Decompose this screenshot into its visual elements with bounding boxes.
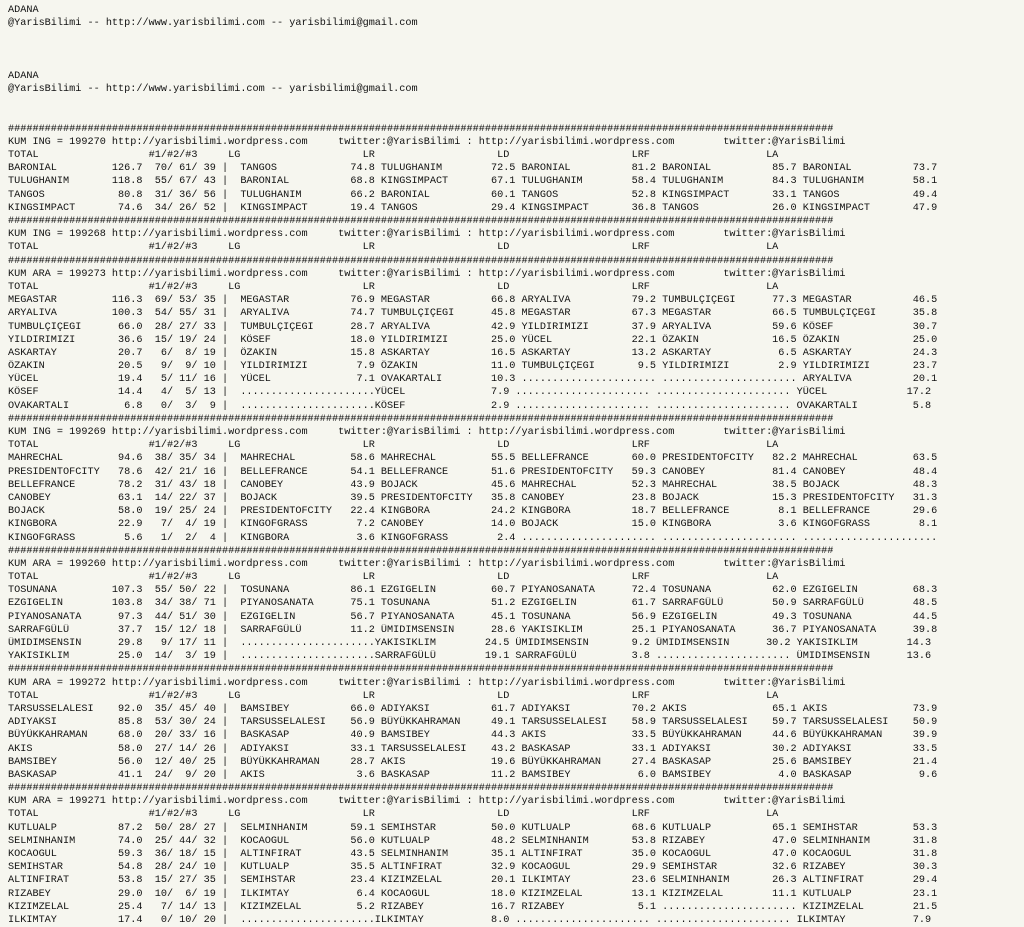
blank-line (8, 110, 1022, 123)
column-header-line: TOTAL #1/#2/#3 LG LR LD LRF LA (8, 572, 779, 584)
table-row: YÜCEL 19.4 5/ 11/ 16 | YÜCEL 7.1 OVAKARTALI 10.3 ...................... ...................... ARYALIVA 20.1 (8, 374, 938, 386)
race-header-line: KUM ING = 199268 http://yarisbilimi.wordpress.com twitter:@YarisBilimi : http://yarisbilimi.wordpress.com twitter:@YarisBilimi (8, 229, 846, 241)
table-row: ÜMIDIMSENSIN 29.8 9/ 17/ 11 | ......................YAKISIKLIM 24.5 ÜMIDIMSENSIN 9.2 ÜMIDIMSENSIN 30.2 YAKISIKLIM 14.3 (8, 638, 932, 649)
table-row: TUMBULÇIÇEGI 66.0 28/ 27/ 33 | TUMBULÇIÇEGI 28.7 ARYALIVA 42.9 YILDIRIMIZI 37.9 ARYALIVA 59.6 KÖSEF 30.7 (8, 321, 938, 333)
column-header-line: TOTAL #1/#2/#3 LG LR LD LRF LA (8, 150, 779, 162)
blank-line (8, 30, 1022, 43)
table-row: MAHRECHAL 94.6 38/ 35/ 34 | MAHRECHAL 58.6 MAHRECHAL 55.5 BELLEFRANCE 60.0 PRESIDENTOFCITY 82.2 MAHRECHAL 63.5 (8, 453, 938, 465)
table-row: ADIYAKSI 85.8 53/ 30/ 24 | TARSUSSELALESI 56.9 BÜYÜKKAHRAMAN 49.1 TARSUSSELALESI 58.9 TARSUSSELALESI 59.7 TARSUSSELALESI 50.9 (8, 717, 938, 729)
table-row: KIZIMZELAL 25.4 7/ 14/ 13 | KIZIMZELAL 5.2 RIZABEY 16.7 RIZABEY 5.1 ...................... KIZIMZELAL 21.5 (8, 901, 938, 913)
table-row: YILDIRIMIZI 36.6 15/ 19/ 24 | KÖSEF 18.0 YILDIRIMIZI 25.0 YÜCEL 22.1 ÖZAKIN 16.5 ÖZAKIN 25.0 (8, 334, 938, 346)
race-header-line: KUM ARA = 199273 http://yarisbilimi.wordpress.com twitter:@YarisBilimi : http://yarisbilimi.wordpress.com twitter:@YarisBilimi (8, 268, 846, 280)
table-row: SARRAFGÜLÜ 37.7 15/ 12/ 18 | SARRAFGÜLÜ 11.2 ÜMIDIMSENSIN 28.6 YAKISIKLIM 25.1 PIYANOSANATA 36.7 PIYANOSANATA 39.8 (8, 624, 938, 636)
table-row: TOSUNANA 107.3 55/ 50/ 22 | TOSUNANA 86.1 EZGIGELIN 60.7 PIYANOSANATA 72.4 TOSUNANA 62.0 EZGIGELIN 68.3 (8, 585, 938, 597)
blank-line (8, 96, 1022, 109)
text-document (8, 4, 1022, 927)
table-row: KOCAOGUL 59.3 36/ 18/ 15 | ALTINFIRAT 43.5 SELMINHANIM 35.1 ALTINFIRAT 35.0 KOCAOGUL 47.0 KOCAOGUL 31.8 (8, 849, 938, 860)
table-row: KINGOFGRASS 5.6 1/ 2/ 4 | KINGBORA 3.6 KINGOFGRASS 2.4 ...................... ...................... ...................... (8, 532, 938, 544)
table-row: ASKARTAY 20.7 6/ 8/ 19 | ÖZAKIN 15.8 ASKARTAY 16.5 ASKARTAY 13.2 ASKARTAY 6.5 ASKARTAY 24.3 (8, 347, 938, 359)
separator-line: ####################################################################################################################################### (8, 545, 834, 557)
table-row: BOJACK 58.0 19/ 25/ 24 | PRESIDENTOFCITY 22.4 KINGBORA 24.2 KINGBORA 18.7 BELLEFRANCE 8.1 BELLEFRANCE 29.6 (8, 506, 938, 518)
table-row: OVAKARTALI 6.8 0/ 3/ 9 | ......................KÖSEF 2.9 ...................... ...................... OVAKARTALI 5.8 (8, 400, 932, 412)
header-line: @YarisBilimi -- http://www.yarisbilimi.com -- yarisbilimi@gmail.com (8, 84, 418, 96)
table-row: BASKASAP 41.1 24/ 9/ 20 | AKIS 3.6 BASKASAP 11.2 BAMSIBEY 6.0 BAMSIBEY 4.0 BASKASAP 9.6 (8, 769, 938, 781)
table-row: TARSUSSELALESI 92.0 35/ 45/ 40 | BAMSIBEY 66.0 ADIYAKSI 61.7 ADIYAKSI 70.2 AKIS 65.1 AKIS 73.9 (8, 703, 938, 715)
race-header-line: KUM ING = 199270 http://yarisbilimi.wordpress.com twitter:@YarisBilimi : http://yarisbilimi.wordpress.com twitter:@YarisBilimi (8, 136, 846, 148)
blank-line (8, 44, 1022, 57)
column-header-line: TOTAL #1/#2/#3 LG LR LD LRF LA (8, 242, 779, 254)
separator-line: ####################################################################################################################################### (8, 664, 834, 676)
header-line: @YarisBilimi -- http://www.yarisbilimi.com -- yarisbilimi@gmail.com (8, 18, 418, 30)
race-header-line: KUM ARA = 199272 http://yarisbilimi.wordpress.com twitter:@YarisBilimi : http://yarisbilimi.wordpress.com twitter:@YarisBilimi (8, 677, 846, 689)
table-row: KÖSEF 14.4 4/ 5/ 13 | ......................YÜCEL 7.9 ...................... ...................... YÜCEL 17.2 (8, 387, 932, 399)
table-row: EZGIGELIN 103.8 34/ 38/ 71 | PIYANOSANATA 75.1 TOSUNANA 51.2 EZGIGELIN 61.7 SARRAFGÜLÜ 50.9 SARRAFGÜLÜ 48.5 (8, 598, 938, 610)
separator-line: ####################################################################################################################################### (8, 123, 834, 135)
table-row: KUTLUALP 87.2 50/ 28/ 27 | SELMINHANIM 59.1 SEMIHSTAR 50.0 KUTLUALP 68.6 KUTLUALP 65.1 SEMIHSTAR 53.3 (8, 822, 938, 834)
table-row: ILKIMTAY 17.4 0/ 10/ 20 | ......................ILKIMTAY 8.0 ...................... ...................... ILKIMTAY 7.9 (8, 914, 932, 926)
table-row: YAKISIKLIM 25.0 14/ 3/ 19 | ......................SARRAFGÜLÜ 19.1 SARRAFGÜLÜ 3.8 ...................... ÜMIDIMSENSIN 13.6 (8, 651, 932, 663)
table-row: AKIS 58.0 27/ 14/ 26 | ADIYAKSI 33.1 TARSUSSELALESI 43.2 BASKASAP 33.1 ADIYAKSI 30.2 ADIYAKSI 33.5 (8, 743, 938, 755)
blank-line (8, 57, 1022, 70)
table-row: TULUGHANIM 118.8 55/ 67/ 43 | BARONIAL 68.8 KINGSIMPACT 67.1 TULUGHANIM 58.4 TULUGHANIM 84.3 TULUGHANIM 58.1 (8, 176, 938, 188)
table-row: ARYALIVA 100.3 54/ 55/ 31 | ARYALIVA 74.7 TUMBULÇIÇEGI 45.8 MEGASTAR 67.3 MEGASTAR 66.5 TUMBULÇIÇEGI 35.8 (8, 308, 938, 320)
table-row: RIZABEY 29.0 10/ 6/ 19 | ILKIMTAY 6.4 KOCAOGUL 18.0 KIZIMZELAL 13.1 KIZIMZELAL 11.1 KUTLUALP 23.1 (8, 888, 938, 900)
table-row: KINGSIMPACT 74.6 34/ 26/ 52 | KINGSIMPACT 19.4 TANGOS 29.4 KINGSIMPACT 36.8 TANGOS 26.0 KINGSIMPACT 47.9 (8, 202, 938, 214)
column-header-line: TOTAL #1/#2/#3 LG LR LD LRF LA (8, 690, 779, 702)
table-row: PIYANOSANATA 97.3 44/ 51/ 30 | EZGIGELIN 56.7 PIYANOSANATA 45.1 TOSUNANA 56.9 EZGIGELIN 49.3 TOSUNANA 44.5 (8, 611, 938, 623)
separator-line: ####################################################################################################################################### (8, 413, 834, 425)
header-line: ADANA (8, 5, 39, 16)
race-header-line: KUM ARA = 199271 http://yarisbilimi.wordpress.com twitter:@YarisBilimi : http://yarisbilimi.wordpress.com twitter:@YarisBilimi (8, 796, 846, 808)
table-row: ALTINFIRAT 53.8 15/ 27/ 35 | SEMIHSTAR 23.4 KIZIMZELAL 20.1 ILKIMTAY 23.6 SELMINHANIM 26.3 ALTINFIRAT 29.4 (8, 875, 938, 887)
race-header-line: KUM ING = 199269 http://yarisbilimi.wordpress.com twitter:@YarisBilimi : http://yarisbilimi.wordpress.com twitter:@YarisBilimi (8, 427, 846, 438)
column-header-line: TOTAL #1/#2/#3 LG LR LD LRF LA (8, 440, 779, 452)
race-header-line: KUM ARA = 199260 http://yarisbilimi.wordpress.com twitter:@YarisBilimi : http://yarisbilimi.wordpress.com twitter:@YarisBilimi (8, 558, 846, 570)
separator-line: ####################################################################################################################################### (8, 783, 834, 795)
table-row: KINGBORA 22.9 7/ 4/ 19 | KINGOFGRASS 7.2 CANOBEY 14.0 BOJACK 15.0 KINGBORA 3.6 KINGOFGRASS 8.1 (8, 519, 938, 531)
separator-line: ####################################################################################################################################### (8, 216, 834, 227)
table-row: BÜYÜKKAHRAMAN 68.0 20/ 33/ 16 | BASKASAP 40.9 BAMSIBEY 44.3 AKIS 33.5 BÜYÜKKAHRAMAN 44.6 BÜYÜKKAHRAMAN 39.9 (8, 730, 938, 742)
table-row: CANOBEY 63.1 14/ 22/ 37 | BOJACK 39.5 PRESIDENTOFCITY 35.8 CANOBEY 23.8 BOJACK 15.3 PRESIDENTOFCITY 31.3 (8, 492, 938, 504)
table-row: BARONIAL 126.7 70/ 61/ 39 | TANGOS 74.8 TULUGHANIM 72.5 BARONIAL 81.2 BARONIAL 85.7 BARONIAL 73.7 (8, 163, 938, 175)
separator-line: ####################################################################################################################################### (8, 255, 834, 267)
table-row: SELMINHANIM 74.0 25/ 44/ 32 | KOCAOGUL 56.0 KUTLUALP 48.2 SELMINHANIM 53.8 RIZABEY 47.0 SELMINHANIM 31.8 (8, 835, 938, 847)
table-row: BELLEFRANCE 78.2 31/ 43/ 18 | CANOBEY 43.9 BOJACK 45.6 MAHRECHAL 52.3 MAHRECHAL 38.5 BOJACK 48.3 (8, 479, 938, 491)
column-header-line: TOTAL #1/#2/#3 LG LR LD LRF LA (8, 281, 779, 293)
column-header-line: TOTAL #1/#2/#3 LG LR LD LRF LA (8, 809, 779, 821)
header-line: ADANA (8, 70, 39, 82)
table-row: TANGOS 80.8 31/ 36/ 56 | TULUGHANIM 66.2 BARONIAL 60.1 TANGOS 52.8 KINGSIMPACT 33.1 TANGOS 49.4 (8, 189, 938, 201)
table-row: MEGASTAR 116.3 69/ 53/ 35 | MEGASTAR 76.9 MEGASTAR 66.8 ARYALIVA 79.2 TUMBULÇIÇEGI 77.3 MEGASTAR 46.5 (8, 295, 938, 307)
table-row: PRESIDENTOFCITY 78.6 42/ 21/ 16 | BELLEFRANCE 54.1 BELLEFRANCE 51.6 PRESIDENTOFCITY 59.3 CANOBEY 81.4 CANOBEY 48.4 (8, 466, 938, 478)
table-row: SEMIHSTAR 54.8 28/ 24/ 10 | KUTLUALP 35.5 ALTINFIRAT 32.9 KOCAOGUL 29.9 SEMIHSTAR 32.6 RIZABEY 30.3 (8, 862, 938, 874)
table-row: ÖZAKIN 20.5 9/ 9/ 10 | YILDIRIMIZI 7.9 ÖZAKIN 11.0 TUMBULÇIÇEGI 9.5 YILDIRIMIZI 2.9 YILDIRIMIZI 23.7 (8, 361, 938, 373)
table-row: BAMSIBEY 56.0 12/ 40/ 25 | BÜYÜKKAHRAMAN 28.7 AKIS 19.6 BÜYÜKKAHRAMAN 27.4 BASKASAP 25.6 BAMSIBEY 21.4 (8, 756, 938, 768)
